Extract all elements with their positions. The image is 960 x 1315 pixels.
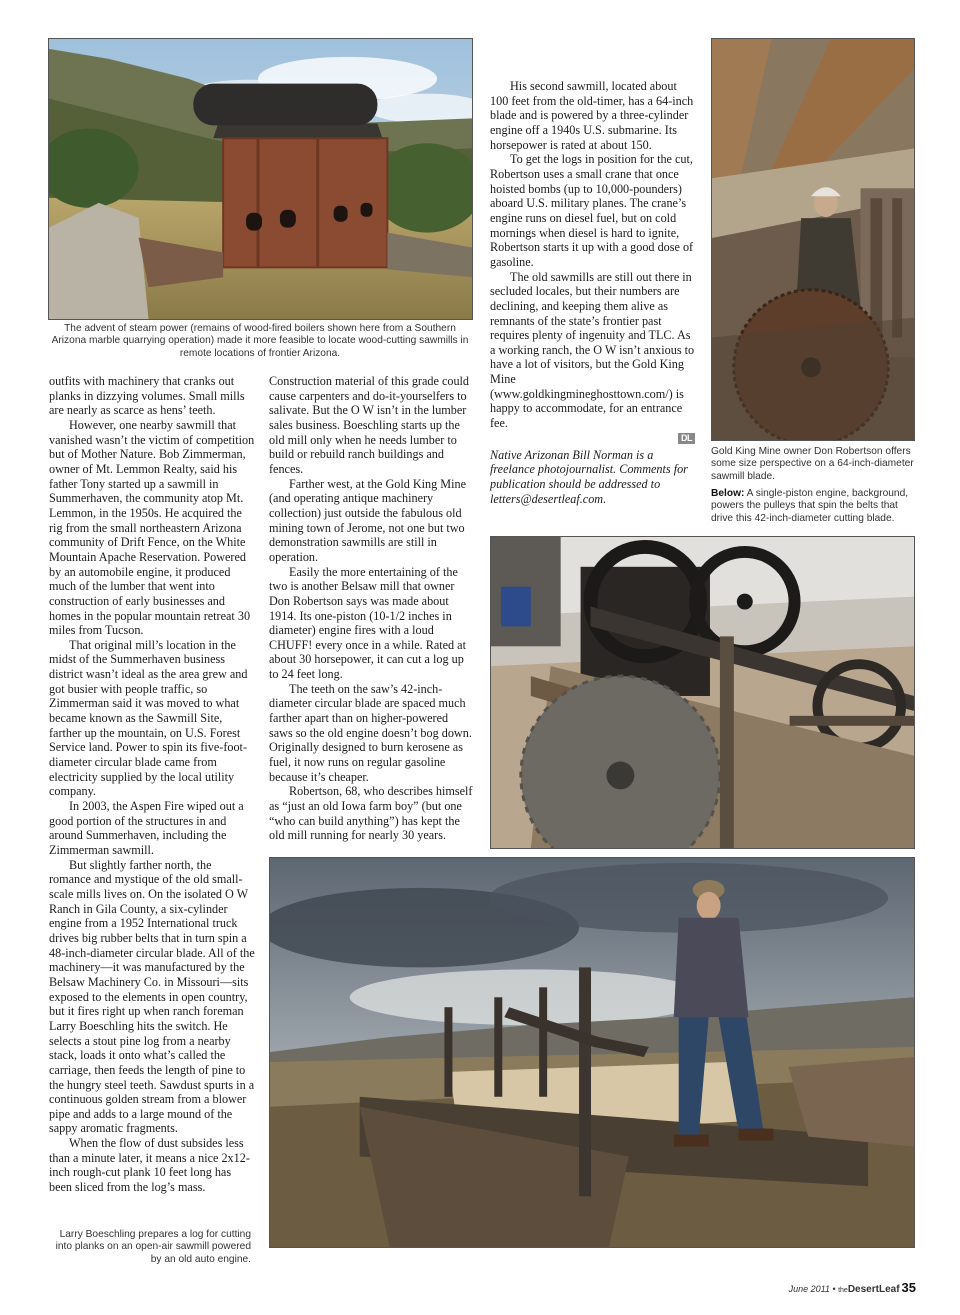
page-footer bbox=[789, 1280, 916, 1295]
col2-paragraph-4: The teeth on the saw’s 42-inch-diameter circular blade are spaced much farther apart than on higher-powered saws so the old engine doesn’t bog down. Originally designed to burn kerosene as fuel, it now runs on regular gasoline because it’s cheaper. bbox=[269, 681, 472, 784]
col2-paragraph-5: Robertson, 68, who describes himself as “just an old Iowa farm boy” (but one “who can build anything”) has kept the old mill running for nearly 30 years. bbox=[269, 784, 473, 843]
col2-paragraph-3: Easily the more entertaining of the two is another Belsaw mill that owner Don Robertson says was made about 1914. Its one-piston (10-1/2 inches in diameter) engine fires with a loud CHUFF! every once in a while. Rated at about 30 horsepower, it can cut a log up to 24 feet long. bbox=[269, 564, 466, 682]
col2-paragraph-2: Farther west, at the Gold King Mine (and operating antique machinery collection) just outside the fabulous old mining town of Jerome, not one but two demonstration sawmills are still in operation. bbox=[269, 476, 467, 564]
article-column-1 bbox=[49, 374, 255, 1195]
kiln-photo bbox=[48, 38, 473, 320]
gold-king-caption: Gold King Mine owner Don Robertson offers some size perspective on a 64-inch-diameter sawmill blade. bbox=[711, 446, 914, 482]
col1-paragraph-2: However, one nearby sawmill that vanished wasn’t the victim of competition but of Mother Nature. Bob Zimmerman, owner of Mt. Lemmon Realty, said his father Tony started up a sawmill in Summerhaven, the community atop Mt. Lemmon, in the 1950s. He acquired the rig from the small northeastern Arizona community of Drift Fence, on the White Mountain Apache Reservation. Powered by an automobile engine, it produced much of the lumber that went into construction of early businesses and homes in the popular mountain retreat 30 miles from Tucson. bbox=[49, 417, 255, 638]
article-column-2 bbox=[269, 374, 474, 843]
col1-paragraph-3: That original mill’s location in the midst of the Summerhaven business district wasn’t ideal as the area grew and got busier with people traffic, so Zimmerman said it was moved to what became known as the Sawmill Site, farther up the mountain, on U.S. Forest Service land. Power to spin its five-foot-diameter circular blade came from electricity supplied by the local utility company. bbox=[49, 637, 248, 799]
col1-paragraph-4: In 2003, the Aspen Fire wiped out a good portion of the structures in and around Summerhaven, including the Zimmerman sawmill. bbox=[49, 799, 244, 857]
col3-paragraph-1: His second sawmill, located about 100 feet from the old-timer, has a 64-inch blade and is powered by a three-cylinder engine off a 1940s U.S. submarine. Its horsepower is rated at about 150. bbox=[490, 79, 694, 152]
footer-the: the bbox=[838, 1287, 848, 1294]
magazine-name: DesertLeaf bbox=[847, 1284, 900, 1295]
open-air-caption: Larry Boeschling prepares a log for cutting into planks on an open-air sawmill powered by an old auto engine. bbox=[55, 1229, 251, 1265]
col1-paragraph-5: But slightly farther north, the romance and mystique of the old small-scale mills lives on. On the isolated O W Ranch in Gila County, a six-cylinder engine from a 1952 International truck drives big rubber belts that in turn spin a 48-inch-diameter circular blade. All of the machinery—it was manufactured by the Belsaw Machinery Co. in Missouri—sits exposed to the elements in open country, but it fires right up when ranch foreman Larry Boeschling hits the switch. He selects a stout pine log from a nearby stack, loads it onto what’s called the carriage, then feeds the length of pine to the hungry steel teeth. Sawdust spurts in a continuous golden stream from a blower pipe and adds to a large mound of the sappy aromatic fragments. bbox=[49, 857, 255, 1136]
gold-king-blade-photo bbox=[711, 38, 915, 441]
kiln-photo-caption: The advent of steam power (remains of wood-fired boilers shown here from a Southern Arizona marble quarrying operation) made it more feasible to locate wood-cutting sawmills in remote locations of frontier Arizona. bbox=[51, 323, 469, 359]
col2-paragraph-1: Construction material of this grade could cause carpenters and do-it-yourselfers to salivate. But the O W isn’t in the lumber sales business. Boeschling starts up the old mill only when he needs lumber to build or rebuild ranch buildings and fences. bbox=[269, 374, 470, 476]
below-caption-text: A single-piston engine, background, powers the pulleys that spin the belts that drive this 42-inch-diameter cutting blade. bbox=[711, 488, 909, 524]
open-air-sawmill-photo bbox=[269, 857, 915, 1248]
col1-paragraph-1: outfits with machinery that cranks out planks in dizzying volumes. Small mills are nearly as scarce as hens’ teeth. bbox=[49, 374, 245, 418]
single-piston-engine-photo bbox=[490, 536, 915, 849]
below-photo-caption bbox=[711, 488, 915, 525]
article-column-3 bbox=[490, 79, 695, 506]
below-caption-lead: Below: bbox=[711, 488, 745, 499]
col3-paragraph-2: To get the logs in position for the cut, Robertson uses a small crane that once hoisted bombs (up to 10,000-pounders) aboard U.S. military planes. The crane’s engine runs on diesel fuel, but on cold mornings when diesel is hard to ignite, Robertson starts it up with a good dose of gasoline. bbox=[490, 152, 694, 269]
page-number: 35 bbox=[901, 1280, 916, 1295]
issue-date: June 2011 bbox=[788, 1284, 830, 1294]
end-of-article-mark: DL bbox=[678, 433, 695, 444]
author-bio: Native Arizonan Bill Norman is a freelance photojournalist. Comments for publication should be addressed to letters@desertleaf.com. bbox=[490, 447, 688, 506]
footer-separator: • bbox=[829, 1284, 839, 1294]
col3-paragraph-3: The old sawmills are still out there in secluded locales, but their numbers are declining, and keeping them alive as remnants of the state’s frontier past requires plenty of ingenuity and TLC. As a working ranch, the O W isn’t anxious to have a lot of visitors, but the Gold King Mine (www.goldkingmineghosttown.com/) is happy to accommodate, for an entrance fee. bbox=[490, 269, 695, 431]
col1-paragraph-6: When the flow of dust subsides less than a minute later, it means a nice 2x12-inch rough-cut plank 10 feet long has been sliced from the log’s mass. bbox=[49, 1136, 250, 1195]
